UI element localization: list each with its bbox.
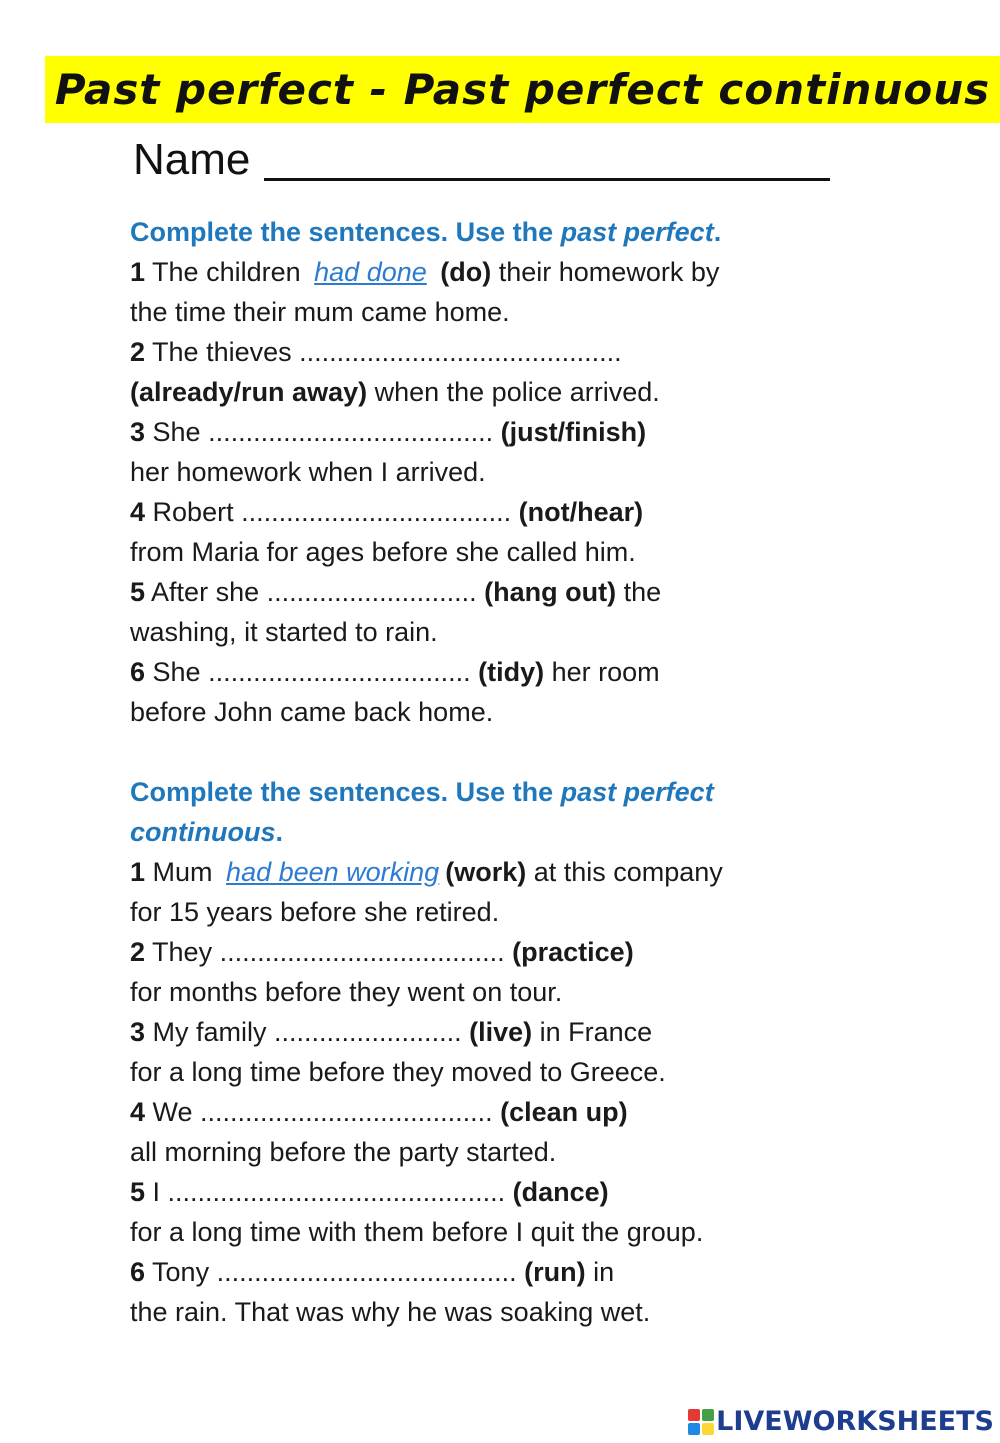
answer-field[interactable]: had done	[314, 257, 427, 287]
name-label: Name	[133, 135, 251, 184]
gap-dots[interactable]: Robert ....................................	[145, 497, 519, 527]
exercise1-item3: 3 She ...................................... (just/finish)	[130, 417, 647, 447]
name-line	[264, 138, 830, 181]
exercise2-item4: 4 We ....................................... (clean up)	[130, 1097, 628, 1127]
liveworksheets-logo	[688, 1406, 994, 1437]
exercise2-item1: 1 Mum had been working(work) at this company	[130, 852, 990, 892]
gap-dots[interactable]: Tony ........................................	[145, 1257, 525, 1287]
exercise2-item2: 2 They ...................................... (practice)	[130, 937, 634, 967]
exercise1-item4-continued: from Maria for ages before she called him.	[130, 537, 636, 567]
exercise2-item2-continued: for months before they went on tour.	[130, 977, 563, 1007]
section-spacer	[130, 732, 990, 772]
gap-dots[interactable]: They ......................................	[145, 937, 513, 967]
gap-dots[interactable]: My family .........................	[145, 1017, 470, 1047]
exercise2-item3-continued: for a long time before they moved to Greece.	[130, 1057, 666, 1087]
exercise1-item2: 2 The thieves ...........................................	[130, 337, 622, 367]
gap-dots[interactable]: I .............................................	[145, 1177, 513, 1207]
title-banner	[45, 56, 1000, 123]
worksheet-title: Past perfect - Past perfect continuous	[54, 65, 991, 114]
gap-dots[interactable]: After she ............................	[145, 577, 485, 607]
exercise2-item1-continued: for 15 years before she retired.	[130, 897, 500, 927]
exercise1-item6: 6 She ................................... (tidy) her room	[130, 657, 660, 687]
answer-field[interactable]: had been working	[226, 857, 440, 887]
gap-dots[interactable]: We .......................................	[145, 1097, 501, 1127]
exercise1-item6-continued: before John came back home.	[130, 697, 494, 727]
exercise1-item2-continued: (already/run away) when the police arrived.	[130, 377, 660, 407]
section2-instruction: Complete the sentences. Use the past perfect	[130, 777, 714, 807]
name-row	[133, 135, 830, 185]
exercise1-item3-continued: her homework when I arrived.	[130, 457, 486, 487]
section2-instruction-continued: continuous.	[130, 817, 283, 847]
exercise1-item5: 5 After she ............................ (hang out) the	[130, 577, 662, 607]
exercise2-item6-continued: the rain. That was why he was soaking wet.	[130, 1297, 651, 1327]
exercise1-item5-continued: washing, it started to rain.	[130, 617, 438, 647]
gap-dots[interactable]: The thieves ...........................................	[145, 337, 622, 367]
worksheet-content	[130, 212, 990, 1332]
gap-dots[interactable]: She ...................................	[145, 657, 479, 687]
exercise2-item5: 5 I ............................................. (dance)	[130, 1177, 609, 1207]
exercise2-item3: 3 My family ......................... (live) in France	[130, 1017, 653, 1047]
exercise2-item6: 6 Tony ........................................ (run) in	[130, 1257, 615, 1287]
exercise1-item1-continued: the time their mum came home.	[130, 297, 510, 327]
logo-text: LIVEWORKSHEETS	[716, 1406, 994, 1437]
exercise2-item4-continued: all morning before the party started.	[130, 1137, 557, 1167]
exercise1-item4: 4 Robert .................................... (not/hear)	[130, 497, 644, 527]
exercise2-item5-continued: for a long time with them before I quit the group.	[130, 1217, 704, 1247]
gap-dots[interactable]: She ......................................	[145, 417, 501, 447]
exercise1-item1: 1 The children had done (do) their homework by	[130, 252, 990, 292]
section1-instruction: Complete the sentences. Use the past perfect.	[130, 217, 722, 247]
liveworksheets-icon	[688, 1409, 714, 1435]
